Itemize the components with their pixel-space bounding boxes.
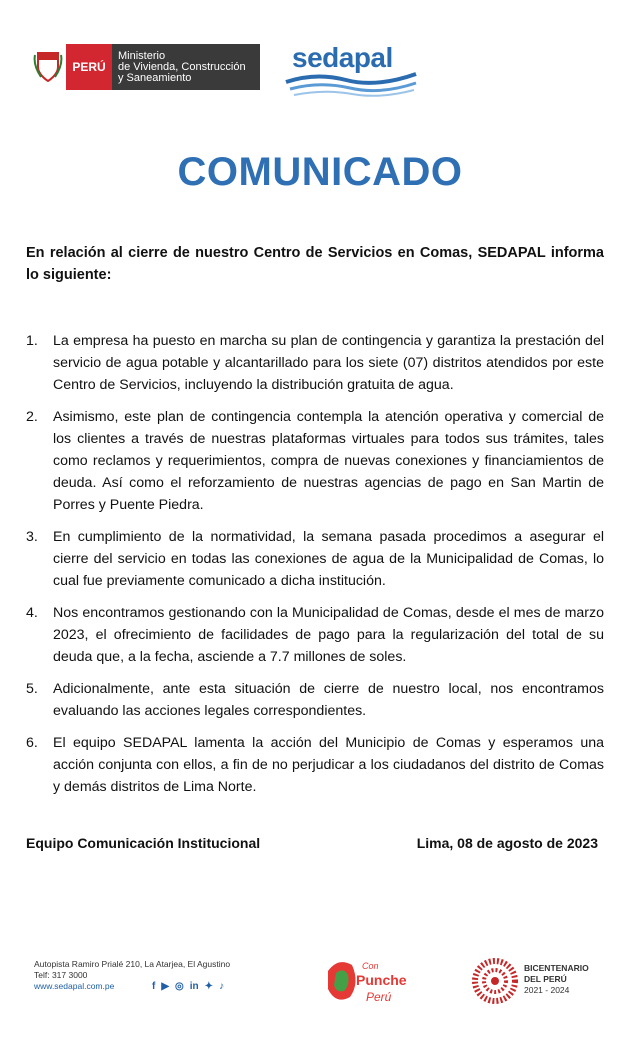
item-number: 1. — [26, 333, 38, 349]
brand-name: sedapal — [292, 42, 393, 73]
bicentenario-emblem-icon — [470, 955, 520, 1007]
ministry-line: y Saneamiento — [118, 71, 192, 84]
item-number: 4. — [26, 605, 38, 621]
item-text: La empresa ha puesto en marcha su plan de contingencia y garantiza la prestación del servicio de agua potable y alcantarillado para los siete (07) distritos atendidos por este Centro de Servicios, incluyendo la distribución gratuita de agua. — [53, 333, 604, 393]
item-text: El equipo SEDAPAL lamenta la acción del Municipio de Comas y esperamos una acción conjunta con ellos, a fin de no perjudicar a los ciudadanos del distrito de Comas y demás distritos de Lima Norte. — [53, 735, 604, 795]
footer — [34, 955, 614, 1015]
svg-text:Con: Con — [362, 961, 379, 971]
website-link[interactable]: www.sedapal.com.pe — [34, 981, 115, 991]
address: Autopista Ramiro Prialé 210, La Atarjea, El Agustino — [34, 959, 231, 969]
coat-of-arms-icon — [30, 44, 66, 90]
letterhead — [30, 44, 610, 100]
bicentenario-subtitle: DEL PERÚ — [524, 974, 567, 984]
issuing-team: Equipo Comunicación Institucional — [26, 835, 261, 851]
bicentenario-label — [524, 963, 589, 996]
item-text: En cumplimiento de la normatividad, la semana pasada procedimos a asegurar el cierre del servicio en todas las conexiones de agua de la Municipalidad de Comas, lo cual fue previamente comunicado a dicha institución. — [53, 529, 604, 589]
item-number: 3. — [26, 529, 38, 545]
whatsapp-icon[interactable]: ◎ — [175, 981, 184, 992]
item-text: Adicionalmente, ante esta situación de cierre de nuestro local, nos encontramos evaluando las acciones legales correspondientes. — [53, 681, 604, 719]
social-links — [152, 981, 224, 992]
bicentenario-title: BICENTENARIO — [524, 963, 589, 973]
sedapal-logo — [282, 42, 422, 100]
tiktok-icon[interactable]: ♪ — [219, 981, 225, 992]
list-item — [26, 732, 604, 798]
list-item — [26, 330, 604, 396]
item-number: 6. — [26, 735, 38, 751]
youtube-icon[interactable]: ▶ — [161, 981, 170, 992]
bicentenario-years: 2021 - 2024 — [524, 985, 570, 995]
item-text: Asimismo, este plan de contingencia contempla la atención operativa y comercial de los clientes a través de nuestras plataformas virtuales para todos sus trámites, tales como reclamos y requerimientos, compra de nuevas conexiones y financiamientos de deuda. Así como el reforzamiento de nuestras agencias de pago en San Martin de Porres y Puente Piedra. — [53, 409, 604, 513]
item-text: Nos encontramos gestionando con la Municipalidad de Comas, desde el mes de marzo 2023, el ofrecimiento de facilidades de pago para la regularización del total de su deuda que, a la fecha, asciende a 7.7 millones de soles. — [53, 605, 604, 665]
water-wave-icon — [282, 42, 422, 100]
country-label: PERÚ — [66, 44, 112, 90]
campaign-logo — [322, 951, 418, 1009]
list-item — [26, 602, 604, 668]
list-item — [26, 526, 604, 592]
item-number: 2. — [26, 409, 38, 425]
list-item — [26, 406, 604, 516]
svg-text:Perú: Perú — [366, 990, 392, 1004]
twitter-icon[interactable]: ✦ — [204, 981, 214, 992]
ministry-line: Ministerio — [118, 49, 166, 62]
page-title: COMUNICADO — [177, 150, 463, 194]
linkedin-icon[interactable]: in — [189, 981, 199, 992]
intro-paragraph: En relación al cierre de nuestro Centro de Servicios en Comas, SEDAPAL informa lo siguiente: — [26, 245, 604, 283]
place-and-date: Lima, 08 de agosto de 2023 — [416, 835, 598, 851]
government-logo — [30, 44, 260, 90]
statement-list — [26, 330, 604, 808]
bicentenario-logo — [470, 953, 620, 1009]
list-item — [26, 678, 604, 722]
ministry-name — [112, 44, 260, 90]
phone: Telf: 317 3000 — [34, 970, 88, 980]
ministry-line: de Vivienda, Construcción — [118, 60, 246, 73]
item-number: 5. — [26, 681, 38, 697]
facebook-icon[interactable]: f — [152, 981, 156, 992]
con-punche-peru-logo — [322, 951, 418, 1009]
svg-text:Punche: Punche — [356, 972, 407, 988]
